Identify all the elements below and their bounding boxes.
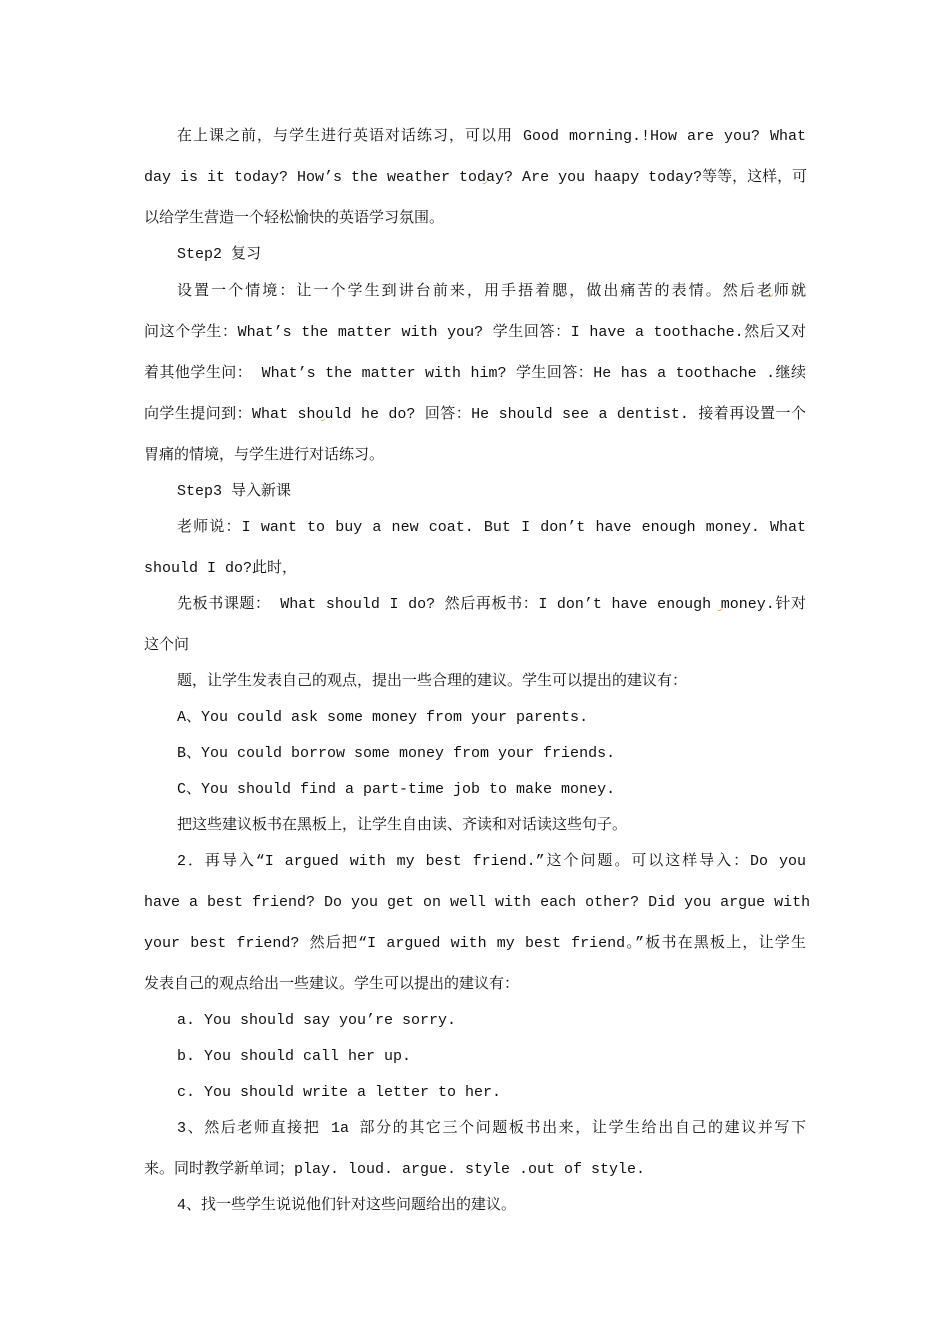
paragraph-line: should I do?此时， xyxy=(144,560,298,577)
paragraph-line: 在上课之前，与学生进行英语对话练习，可以用 Good morning.!How are you? What xyxy=(177,128,806,145)
suggestion-item: A、You could ask some money from your parents. xyxy=(177,709,589,726)
paragraph-line: 以给学生营造一个轻松愉快的英语学习氛围。 xyxy=(144,210,445,227)
step-heading: Step2 复习 xyxy=(177,246,262,263)
paragraph-line: 发表自己的观点给出一些建议。学生可以提出的建议有： xyxy=(144,976,520,993)
paragraph-line: 3、然后老师直接把 1a 部分的其它三个问题板书出来，让学生给出自己的建议并写下 xyxy=(177,1120,806,1137)
paragraph-line: 4、找一些学生说说他们针对这些问题给出的建议。 xyxy=(177,1197,517,1214)
paragraph-line: 着其他学生问： What’s the matter with him? 学生回答：He has a toothache .继续 xyxy=(144,365,806,382)
paragraph-line: day is it today? How’s the weather today? Are you haapy today?等等，这样，可 xyxy=(144,169,808,186)
paragraph-line: 来。同时教学新单词；play. loud. argue. style .out of style. xyxy=(144,1161,646,1178)
paragraph-line: 胃痛的情境，与学生进行对话练习。 xyxy=(144,447,385,464)
paragraph-line: have a best friend? Do you get on well with each other? Did you argue with xyxy=(144,894,811,911)
paragraph-line: 先板书课题： What should I do? 然后再板书：I don’t have enough money.针对 xyxy=(177,596,806,613)
suggestion-item: b. You should call her up. xyxy=(177,1048,412,1065)
suggestion-item: C、You should find a part-time job to make money. xyxy=(177,781,616,798)
paragraph-line: 老师说：I want to buy a new coat. But I don’t have enough money. What xyxy=(177,519,806,536)
suggestion-item: c. You should write a letter to her. xyxy=(177,1084,502,1101)
paragraph-line: 设置一个情境：让一个学生到讲台前来，用手捂着腮，做出痛苦的表情。然后老师就 xyxy=(177,283,806,300)
suggestion-item: a. You should say you’re sorry. xyxy=(177,1012,457,1029)
paragraph-line: 问这个学生：What’s the matter with you? 学生回答：I have a toothache.然后又对 xyxy=(144,324,806,341)
step-heading: Step3 导入新课 xyxy=(177,483,292,500)
paragraph-line: 这个问 xyxy=(144,637,190,654)
paragraph-line: 题，让学生发表自己的观点，提出一些合理的建议。学生可以提出的建议有： xyxy=(177,673,688,690)
paragraph-line: your best friend? 然后把“I argued with my best friend。”板书在黑板上，让学生 xyxy=(144,935,806,952)
paragraph-line: 把这些建议板书在黑板上，让学生自由读、齐读和对话读这些句子。 xyxy=(177,817,628,834)
paragraph-line: 2．再导入“I argued with my best friend.”这个问题。可以这样导入：Do you xyxy=(177,853,806,870)
suggestion-item: B、You could borrow some money from your friends. xyxy=(177,745,616,762)
paragraph-line: 向学生提问到：What should he do? 回答：He should see a dentist. 接着再设置一个 xyxy=(144,406,806,423)
